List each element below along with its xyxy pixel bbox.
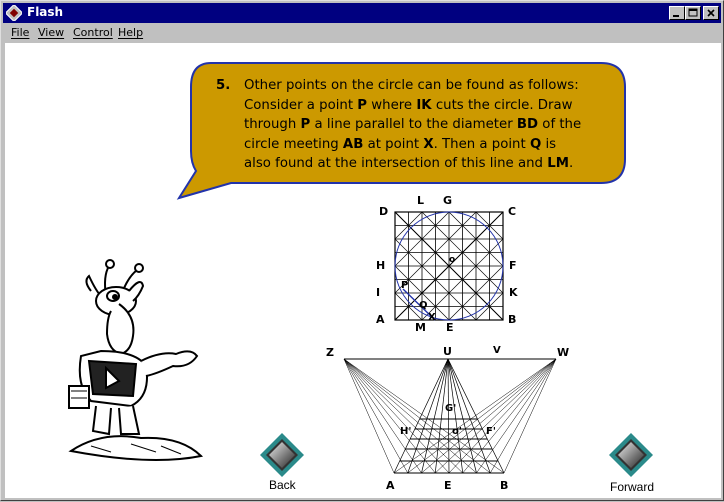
instruction-bold-run: P [357,97,368,113]
instruction-bold-run: X [423,136,434,152]
diagonal-line [490,359,556,473]
back-diamond-icon [258,431,306,479]
instruction-run: . Then a point [433,136,530,152]
menu-help[interactable]: Help [118,26,144,39]
diagonal-line [344,359,490,473]
diagonal-line [344,359,449,473]
menu-view[interactable]: View [38,26,65,39]
label-V: V [493,345,501,356]
diagonal-line [463,359,556,473]
instruction-run: is [541,136,557,152]
window-title: Flash [27,5,64,19]
mascot-character-icon [61,256,211,466]
menu-file[interactable]: File [11,26,30,39]
instruction-run: Consider a point [244,97,358,113]
instruction-bold-run: P [300,117,311,132]
label-H-prime: H' [400,426,412,437]
vanishing-line [448,359,490,473]
square-grid-diagram [391,210,507,322]
instruction-run: also found at the intersection of this line and [244,156,548,171]
diagonal-line [344,359,435,473]
instruction-bold-run: IK [416,97,432,113]
diagonal-line [344,359,463,473]
instruction-bold-run: Q [529,136,542,152]
instruction-line [244,115,606,135]
instruction-line [244,76,606,96]
label-D: D [379,205,389,218]
diagonal-line [504,359,556,473]
step-number: 5. [216,78,231,93]
label-B: B [508,313,517,326]
instruction-line [244,154,606,174]
instruction-run: cuts the circle. Draw [431,97,573,113]
label-E: E [446,321,454,334]
instruction-lines [244,76,606,174]
instruction-bold-run: AB [342,136,364,152]
label-E-bottom: E [444,479,452,492]
diagonal-line [344,359,394,473]
perspective-diagram [336,353,566,478]
instruction-text [216,76,606,174]
instruction-bold-run: LM [547,156,569,171]
diagonal-line [344,359,408,473]
label-F: F [509,259,517,272]
vanishing-line [448,359,463,473]
vanishing-line [394,359,448,473]
label-Q: Q [419,300,428,311]
label-M: M [415,321,426,334]
label-A-bottom: A [386,479,395,492]
vanishing-line [448,359,449,473]
label-U: U [443,345,452,358]
label-F-prime: F' [486,426,496,437]
instruction-line [244,135,606,155]
vanishing-line [448,359,477,473]
label-G: G [443,194,453,207]
label-G-prime: G' [445,403,457,414]
diagonal-line [344,359,504,473]
label-Z: Z [326,346,334,359]
label-K: K [509,286,518,299]
back-label[interactable]: Back [269,478,296,492]
instruction-run: . [568,156,574,171]
instruction-run: a line parallel to the diameter [310,117,517,132]
back-button[interactable] [258,431,306,479]
label-I: I [376,286,381,299]
menu-control[interactable]: Control [73,26,113,39]
label-A: A [376,313,385,326]
diagonal-line [394,359,556,473]
instruction-run: at point [363,136,424,152]
label-L: L [417,194,425,207]
instruction-run: through [244,117,301,132]
diagonal-line [449,359,556,473]
instruction-bold-run: BD [516,117,539,132]
label-X: X [428,312,436,323]
instruction-run: where [367,97,417,113]
forward-diamond-icon [607,431,655,479]
label-o: o [449,255,456,265]
forward-button[interactable] [607,431,655,479]
vanishing-line [422,359,449,473]
forward-label[interactable]: Forward [610,480,655,494]
label-B-bottom: B [500,479,509,492]
label-C: C [508,205,517,218]
instruction-line [244,96,606,116]
diagonal-line [408,359,556,473]
instruction-run: of the [538,117,582,132]
label-o-prime: o' [452,426,462,437]
instruction-run: Other points on the circle can be found as follows: [244,78,579,93]
label-W: W [557,346,570,359]
label-P: P [401,280,409,291]
instruction-run: circle meeting [244,136,343,152]
label-H: H [376,259,386,272]
